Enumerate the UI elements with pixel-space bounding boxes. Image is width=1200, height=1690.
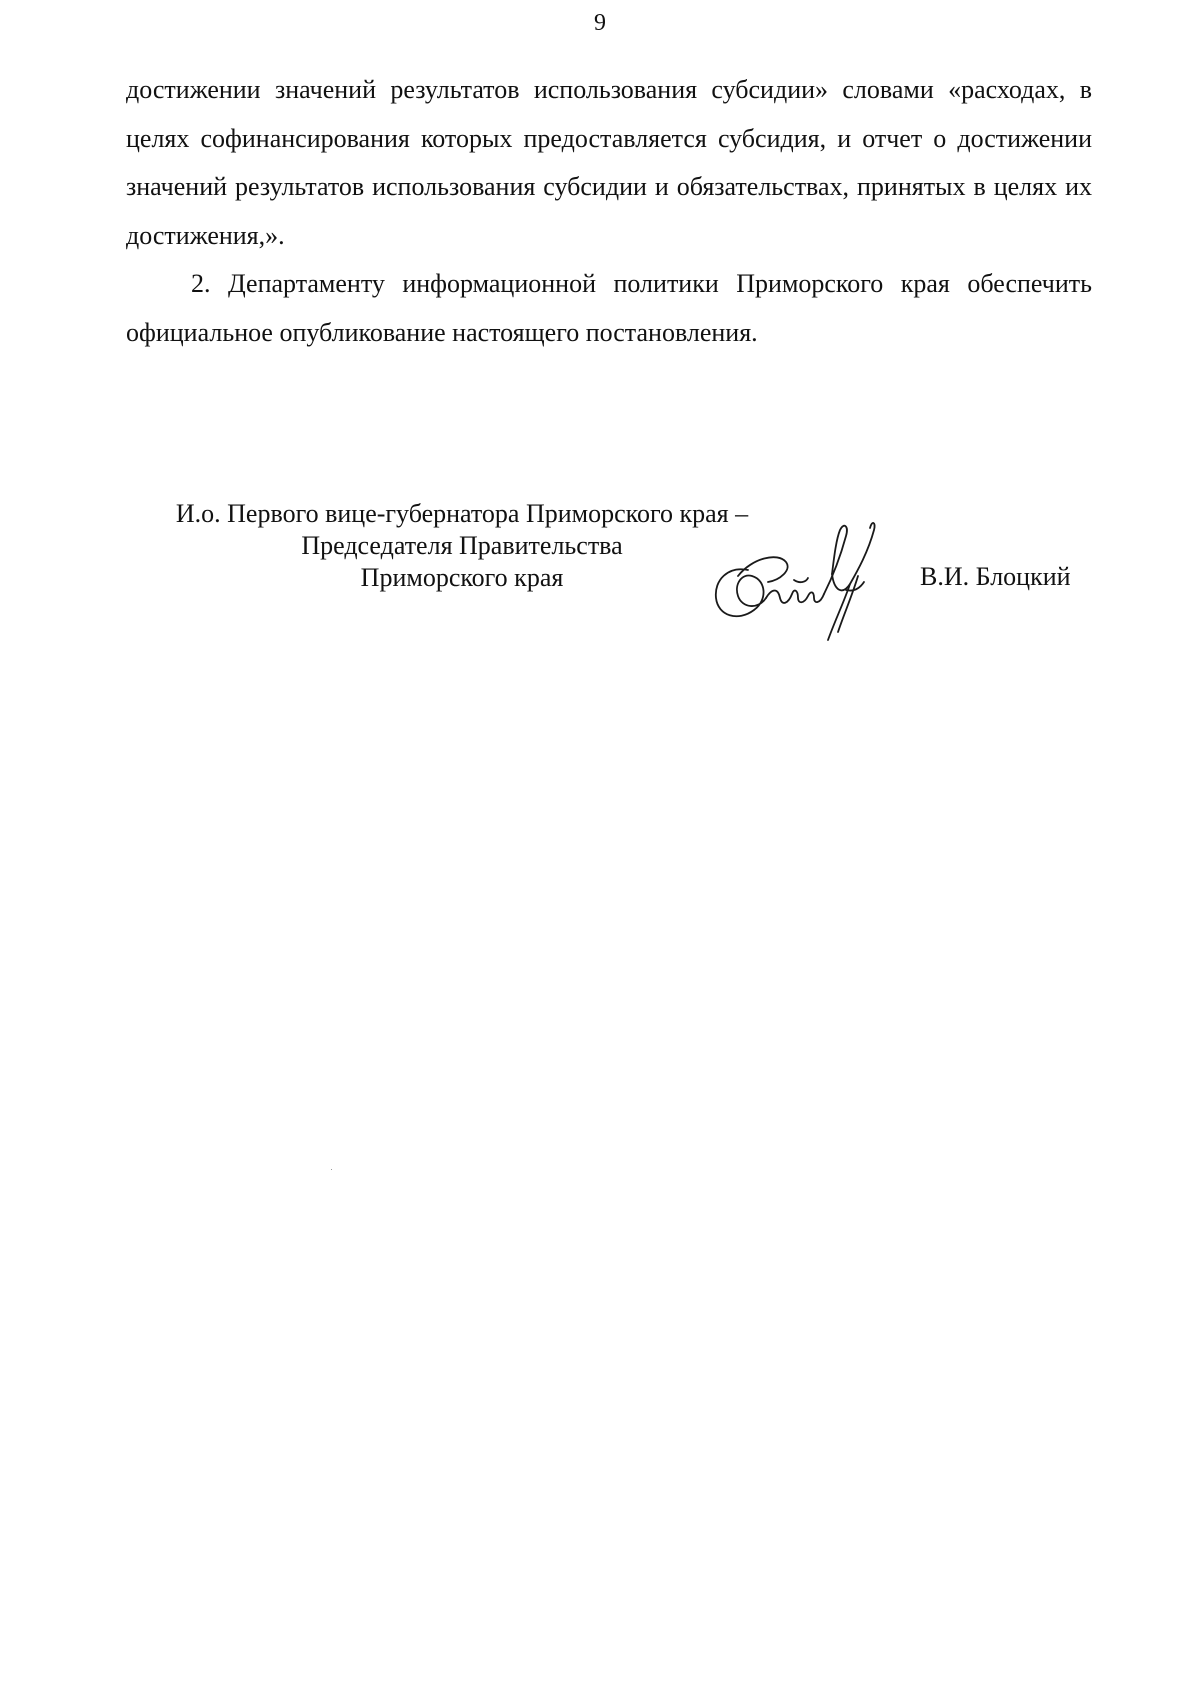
document-body bbox=[126, 66, 1092, 357]
signer-name: В.И. Блоцкий bbox=[920, 562, 1071, 591]
signatory-position-line-3: Приморского края bbox=[360, 563, 564, 592]
signatory-position bbox=[142, 498, 782, 594]
paragraph-publication-order: 2. Департаменту информационной политики Приморского края обеспечить официальное опубликование настоящего постановления. bbox=[126, 269, 1092, 347]
page-number: 9 bbox=[594, 10, 606, 36]
signatory-position-line-2: Председателя Правительства bbox=[301, 531, 623, 560]
paragraph-amendment-text: достижении значений результатов использования субсидии» словами «расходах, в целях софинансирования которых предоставляется субсидия, и отчет о достижении значений результатов использования субсидии и обязательствах, принятых в целях их достижения,». bbox=[126, 75, 1092, 250]
signatory-position-line-1: И.о. Первого вице-губернатора Приморского края – bbox=[175, 499, 749, 528]
handwritten-signature bbox=[708, 518, 898, 643]
scan-speck bbox=[331, 1169, 332, 1170]
